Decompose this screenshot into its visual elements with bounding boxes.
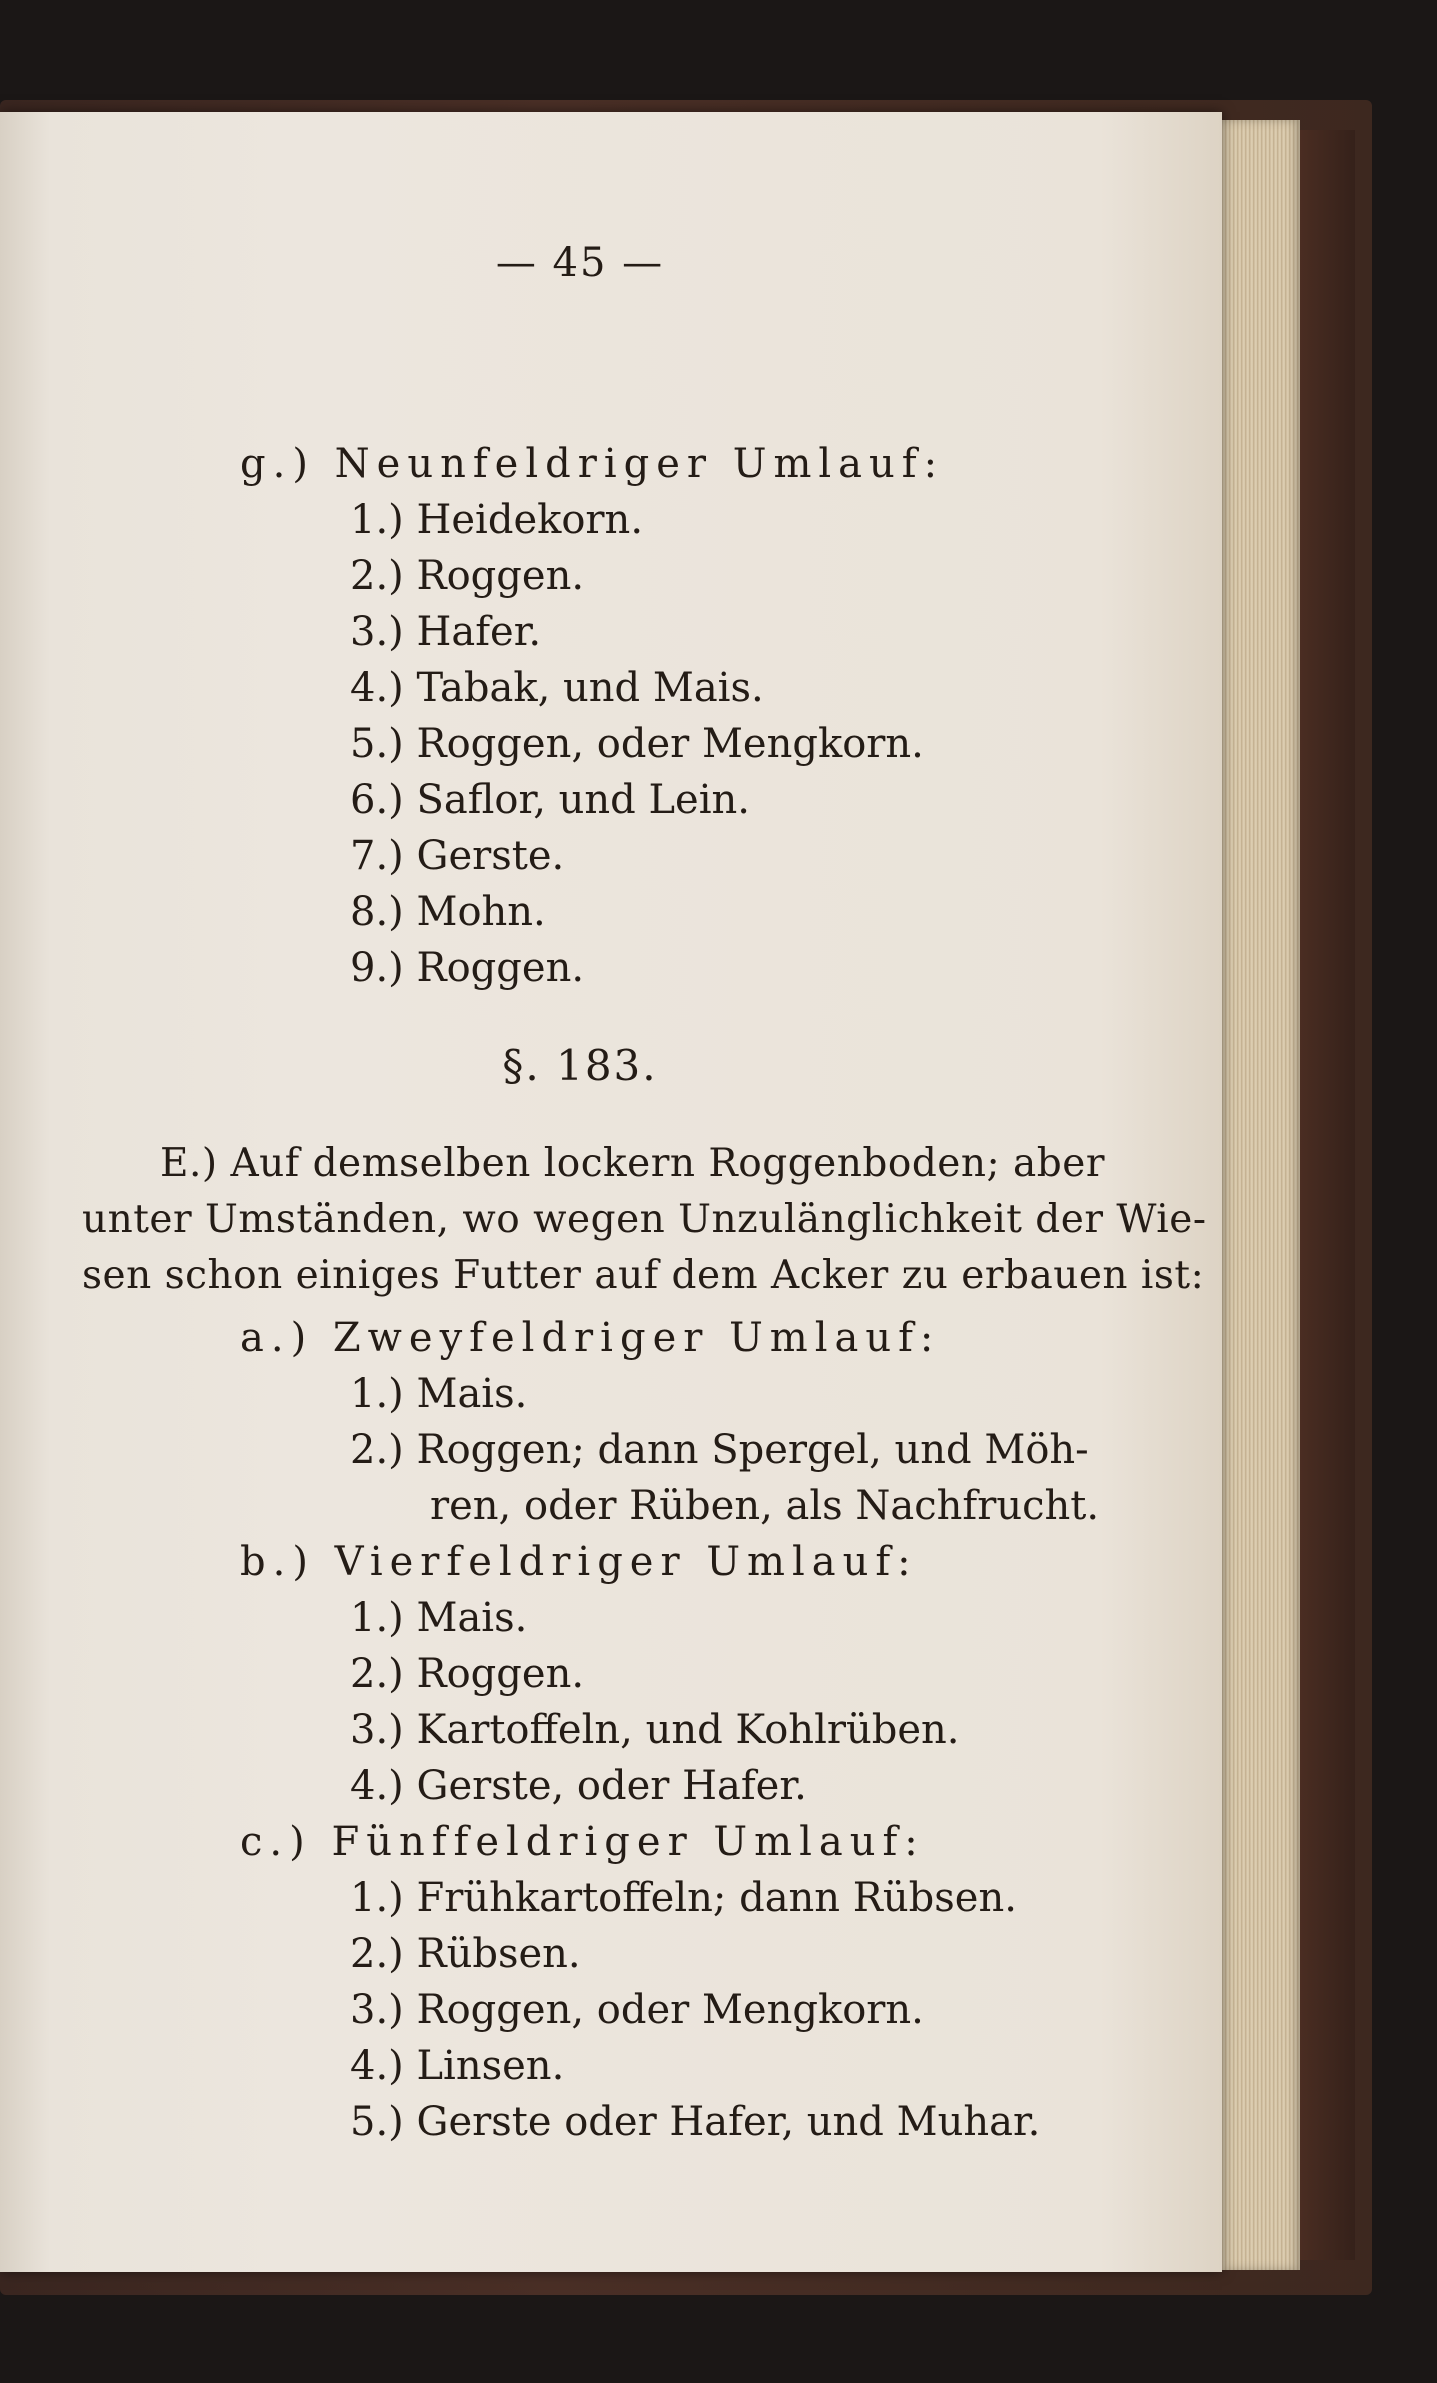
rotation-heading-a: a.) Zweyfeldriger Umlauf: [240, 1315, 941, 1361]
list-item: 4.) Tabak, und Mais. [350, 665, 764, 711]
list-item: 3.) Roggen, oder Mengkorn. [350, 1987, 924, 2033]
list-item-continuation: ren, oder Rüben, als Nachfrucht. [430, 1483, 1100, 1529]
rotation-heading-b: b.) Vierfeldriger Umlauf: [240, 1539, 918, 1585]
section-heading: §. 183. [502, 1041, 658, 1090]
list-item: 3.) Kartoffeln, und Kohlrüben. [350, 1707, 960, 1753]
list-item: 9.) Roggen. [350, 945, 585, 991]
paragraph-line: unter Umständen, wo wegen Unzulänglichkeit der Wie- [82, 1197, 1207, 1242]
list-item: 1.) Frühkartoffeln; dann Rübsen. [350, 1875, 1017, 1921]
list-item: 2.) Rübsen. [350, 1931, 581, 1977]
list-item: 1.) Mais. [350, 1595, 528, 1641]
list-item: 3.) Hafer. [350, 609, 542, 655]
list-item: 8.) Mohn. [350, 889, 546, 935]
list-item: 7.) Gerste. [350, 833, 565, 879]
list-item: 1.) Mais. [350, 1371, 528, 1417]
cover-edge [1300, 130, 1355, 2260]
list-item: 2.) Roggen. [350, 1651, 585, 1697]
list-item: 1.) Heidekorn. [350, 497, 644, 543]
list-item: 5.) Roggen, oder Mengkorn. [350, 721, 924, 767]
list-item: 2.) Roggen; dann Spergel, und Möh- [350, 1427, 1089, 1473]
rotation-heading-g: g.) Neunfeldriger Umlauf: [240, 441, 945, 487]
book-page [0, 112, 1222, 2272]
list-item: 4.) Linsen. [350, 2043, 565, 2089]
paragraph-line: E.) Auf demselben lockern Roggenboden; aber [160, 1141, 1105, 1186]
rotation-heading-c: c.) Fünffeldriger Umlauf: [240, 1819, 925, 1865]
paragraph-line: sen schon einiges Futter auf dem Acker zu erbauen ist: [82, 1253, 1205, 1298]
page-number: — 45 — [495, 240, 665, 286]
list-item: 5.) Gerste oder Hafer, und Muhar. [350, 2099, 1041, 2145]
list-item: 6.) Saflor, und Lein. [350, 777, 750, 823]
list-item: 2.) Roggen. [350, 553, 585, 599]
list-item: 4.) Gerste, oder Hafer. [350, 1763, 807, 1809]
page-block-edge [1210, 120, 1300, 2270]
